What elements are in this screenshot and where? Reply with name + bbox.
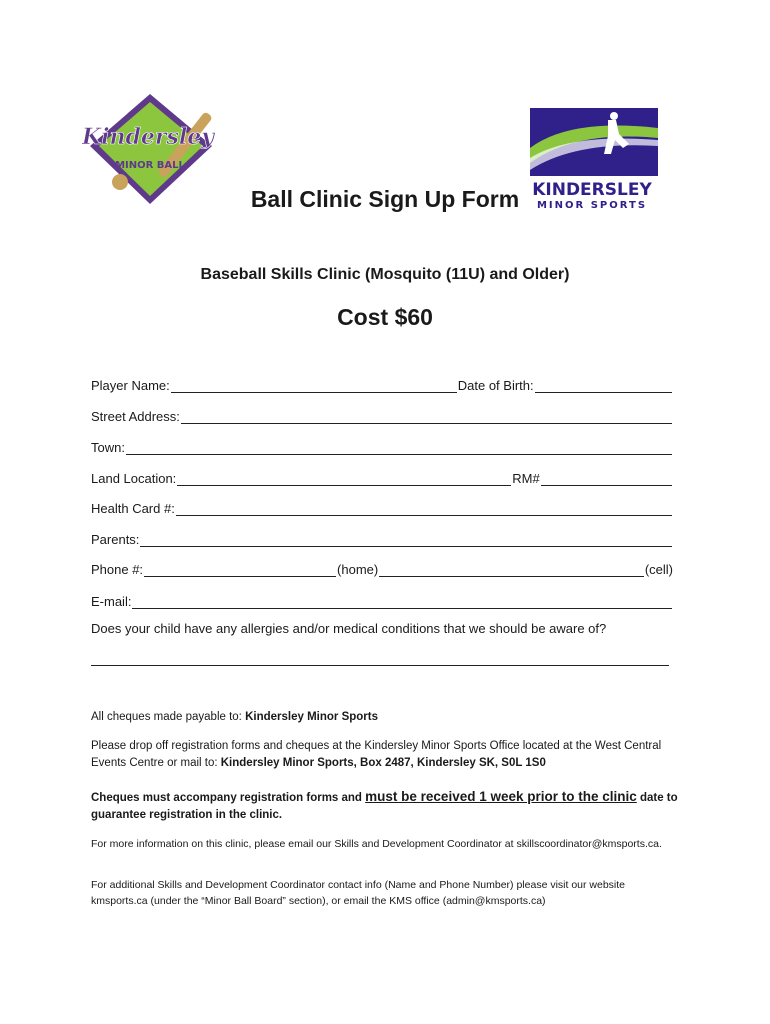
player-name-field[interactable] xyxy=(171,378,457,393)
deadline-text: Cheques must accompany registration forms and must be received 1 week prior to the clinic date to guarantee registration in the clinic. xyxy=(91,789,678,821)
street-field[interactable] xyxy=(181,409,672,424)
allergy-answer-field[interactable] xyxy=(91,665,669,666)
cell-phone-field[interactable] xyxy=(379,562,644,577)
form-title: Ball Clinic Sign Up Form xyxy=(250,186,520,212)
town-label: Town: xyxy=(91,440,125,455)
allergy-question: Does your child have any allergies and/or medical conditions that we should be aware of? xyxy=(91,621,607,636)
cheques-payable-text: All cheques made payable to: Kindersley Minor Sports xyxy=(91,711,378,723)
email-label: E-mail: xyxy=(91,594,132,609)
street-label: Street Address: xyxy=(91,409,180,424)
town-field[interactable] xyxy=(126,440,672,455)
player-name-label: Player Name: xyxy=(91,378,170,393)
player-name-row xyxy=(91,373,673,393)
health-field[interactable] xyxy=(176,501,672,516)
svg-text:MINOR SPORTS: MINOR SPORTS xyxy=(536,200,648,211)
logo-left-text: Kindersley xyxy=(82,124,214,150)
health-row xyxy=(91,496,673,516)
cell-label: (cell) xyxy=(644,562,673,577)
town-row xyxy=(91,435,673,455)
mailing-address: Kindersley Minor Sports, Box 2487, Kindersley SK, S0L 1S0 xyxy=(220,757,546,769)
dob-label: Date of Birth: xyxy=(457,378,534,393)
parents-field[interactable] xyxy=(140,532,672,547)
rm-label: RM# xyxy=(512,471,540,486)
land-row xyxy=(91,466,673,486)
email-row xyxy=(91,589,673,609)
home-label: (home) xyxy=(337,562,379,577)
form-subtitle: Baseball Skills Clinic (Mosquito (11U) and Older) xyxy=(200,266,570,283)
cost-label: Cost $60 xyxy=(337,304,433,330)
parents-row xyxy=(91,527,673,547)
phone-label: Phone #: xyxy=(91,562,144,577)
additional-info-text: For additional Skills and Development Coordinator contact info (Name and Phone Number) please visit our website kmsports.ca (under the “Minor Ball Board” section), or email the KMS office (admin@kmsports.ca) xyxy=(91,879,626,907)
rm-field[interactable] xyxy=(541,471,672,486)
deadline-emphasis: must be received 1 week prior to the clinic xyxy=(365,789,637,804)
land-field[interactable] xyxy=(177,471,511,486)
email-field[interactable] xyxy=(132,594,672,609)
dropoff-text: Please drop off registration forms and cheques at the Kindersley Minor Sports Office located at the West Central Events Centre or mail to: Kindersley Minor Sports, Box 2487, Kindersley SK, S0L 1S0 xyxy=(91,740,662,769)
home-phone-field[interactable] xyxy=(144,562,336,577)
payee-name: Kindersley Minor Sports xyxy=(245,711,378,723)
parents-label: Parents: xyxy=(91,532,140,547)
svg-text:KINDERSLEY: KINDERSLEY xyxy=(532,180,652,200)
svg-text:MINOR BALL: MINOR BALL xyxy=(115,160,185,171)
land-label: Land Location: xyxy=(91,471,177,486)
phone-row xyxy=(91,557,673,577)
health-label: Health Card #: xyxy=(91,501,175,516)
more-info-text: For more information on this clinic, please email our Skills and Development Coordinator at skillscoordinator@kmsports.ca. xyxy=(91,838,662,850)
dob-field[interactable] xyxy=(535,378,672,393)
street-row xyxy=(91,404,673,424)
